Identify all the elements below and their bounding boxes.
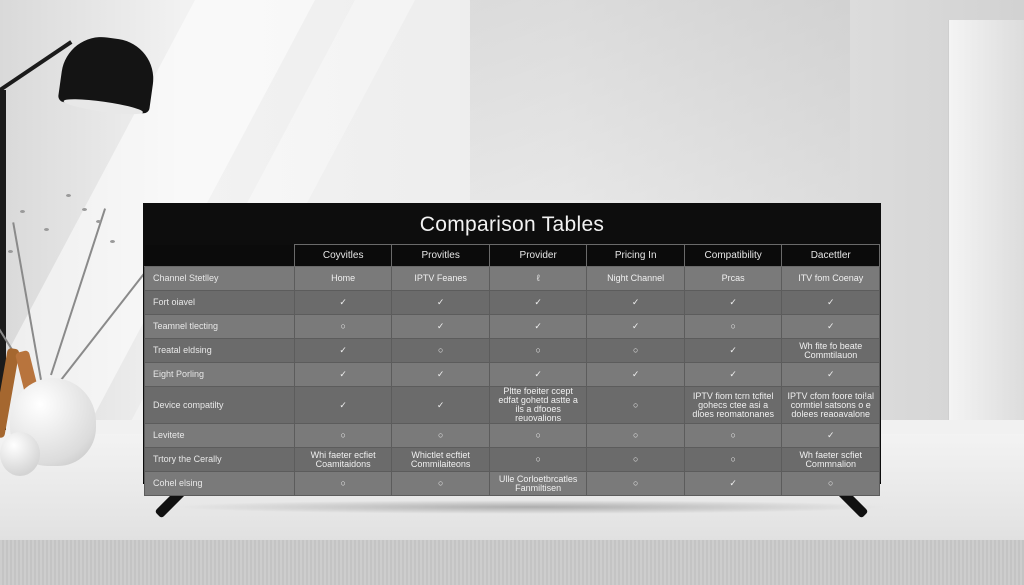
table-cell: ✓ [392, 387, 490, 424]
table-cell: ○ [587, 387, 685, 424]
table-cell: ✓ [294, 387, 392, 424]
table-row [145, 267, 880, 291]
table-cell: IPTV fiom tcrn tcfitel gohecs ctee asi a dloes reomatonanes [684, 387, 782, 424]
table-cell: ○ [782, 472, 880, 496]
table-row [145, 315, 880, 339]
table-cell: Prcas [684, 267, 782, 291]
plant-leaf [66, 194, 71, 197]
table-row-label: Channel Stetlley [145, 267, 295, 291]
table-cell: ITV fom Coenay [782, 267, 880, 291]
white-vase-icon [0, 432, 40, 476]
table-header-cell: Coyvitles [294, 245, 392, 267]
table-row-label: Trtory the Cerally [145, 448, 295, 472]
table-cell: ○ [587, 448, 685, 472]
table-row-label: Eight Porling [145, 363, 295, 387]
plant-leaf [8, 250, 13, 253]
table-cell: ✓ [587, 315, 685, 339]
table-cell: ✓ [684, 291, 782, 315]
dried-plant-icon [0, 180, 140, 380]
table-row [145, 472, 880, 496]
table-row-label: Treatal eldsing [145, 339, 295, 363]
table-header-row [145, 245, 880, 267]
plant-stem [50, 208, 106, 375]
table-cell: ○ [392, 472, 490, 496]
table-header-cell: Pricing In [587, 245, 685, 267]
table-row [145, 363, 880, 387]
table-header-cell: Compatibility [684, 245, 782, 267]
table-cell: ✓ [392, 315, 490, 339]
table-cell: ○ [489, 424, 587, 448]
table-cell: Pltte foeiter ccept edfat gohetd astte a ils a dfooes reuovalions [489, 387, 587, 424]
table-cell: Wh faeter scfiet Commnalion [782, 448, 880, 472]
table-cell: Whi faeter ecfiet Coamitaidons [294, 448, 392, 472]
plant-leaf [82, 208, 87, 211]
table-cell: ○ [294, 315, 392, 339]
wall-shadow [470, 0, 850, 200]
table-cell: ○ [294, 472, 392, 496]
table-row [145, 424, 880, 448]
table-cell: Home [294, 267, 392, 291]
table-cell: IPTV Feanes [392, 267, 490, 291]
table-cell: ✓ [294, 291, 392, 315]
plant-leaf [44, 228, 49, 231]
table-cell: ✓ [392, 291, 490, 315]
table-cell: Night Channel [587, 267, 685, 291]
table-header-cell: Provitles [392, 245, 490, 267]
table-cell: ✓ [684, 339, 782, 363]
table-cell: ○ [684, 448, 782, 472]
table-row [145, 387, 880, 424]
table-cell: ○ [489, 448, 587, 472]
table-cell: ○ [684, 424, 782, 448]
table-cell: ✓ [684, 363, 782, 387]
table-cell: ✓ [392, 363, 490, 387]
table-cell: ○ [684, 315, 782, 339]
table-row-label: Cohel elsing [145, 472, 295, 496]
table-row-label: Fort oiavel [145, 291, 295, 315]
table-cell: IPTV cfom foore toi!al cormtiel satsons o e dolees reaoavalone [782, 387, 880, 424]
table-cell: ✓ [294, 363, 392, 387]
table-cell: ○ [294, 424, 392, 448]
table-cell: Whictlet ecftiet Commilaiteons [392, 448, 490, 472]
table-cell: ○ [587, 424, 685, 448]
table-header-cell [145, 245, 295, 267]
table-cell: ○ [489, 339, 587, 363]
table-cell: Ulle Corloetbrcatles Fanmiltisen [489, 472, 587, 496]
table-cell: ✓ [782, 315, 880, 339]
table-row-label: Teamnel tlecting [145, 315, 295, 339]
table-cell: ○ [587, 339, 685, 363]
table-cell: ✓ [587, 363, 685, 387]
table-cell: ✓ [294, 339, 392, 363]
table-row-label: Levitete [145, 424, 295, 448]
comparison-table [144, 244, 880, 496]
table-cell: ✓ [684, 472, 782, 496]
table-cell: ✓ [489, 291, 587, 315]
plant-leaf [110, 240, 115, 243]
table-header-cell: Provider [489, 245, 587, 267]
plant-leaf [20, 210, 25, 213]
table-cell: ○ [587, 472, 685, 496]
table-cell: Wh fite fo beate Commtilauon [782, 339, 880, 363]
table-row [145, 291, 880, 315]
table-cell: ✓ [489, 315, 587, 339]
plant-leaf [96, 220, 101, 223]
table-cell: ✓ [782, 291, 880, 315]
rug [0, 540, 1024, 585]
tv-floor-shadow [170, 500, 890, 514]
table-cell: ✓ [782, 424, 880, 448]
table-cell: ○ [392, 339, 490, 363]
table-cell: ✓ [489, 363, 587, 387]
table-cell: ✓ [587, 291, 685, 315]
tv-screen [143, 203, 881, 493]
wall-pillar [948, 20, 1024, 435]
table-header-cell: Dacettler [782, 245, 880, 267]
table-cell: ○ [392, 424, 490, 448]
table-cell: ℓ [489, 267, 587, 291]
tv-title: Comparison Tables [419, 213, 605, 236]
table-row [145, 448, 880, 472]
table-row-label: Device compatilty [145, 387, 295, 424]
table-row [145, 339, 880, 363]
table-cell: ✓ [782, 363, 880, 387]
